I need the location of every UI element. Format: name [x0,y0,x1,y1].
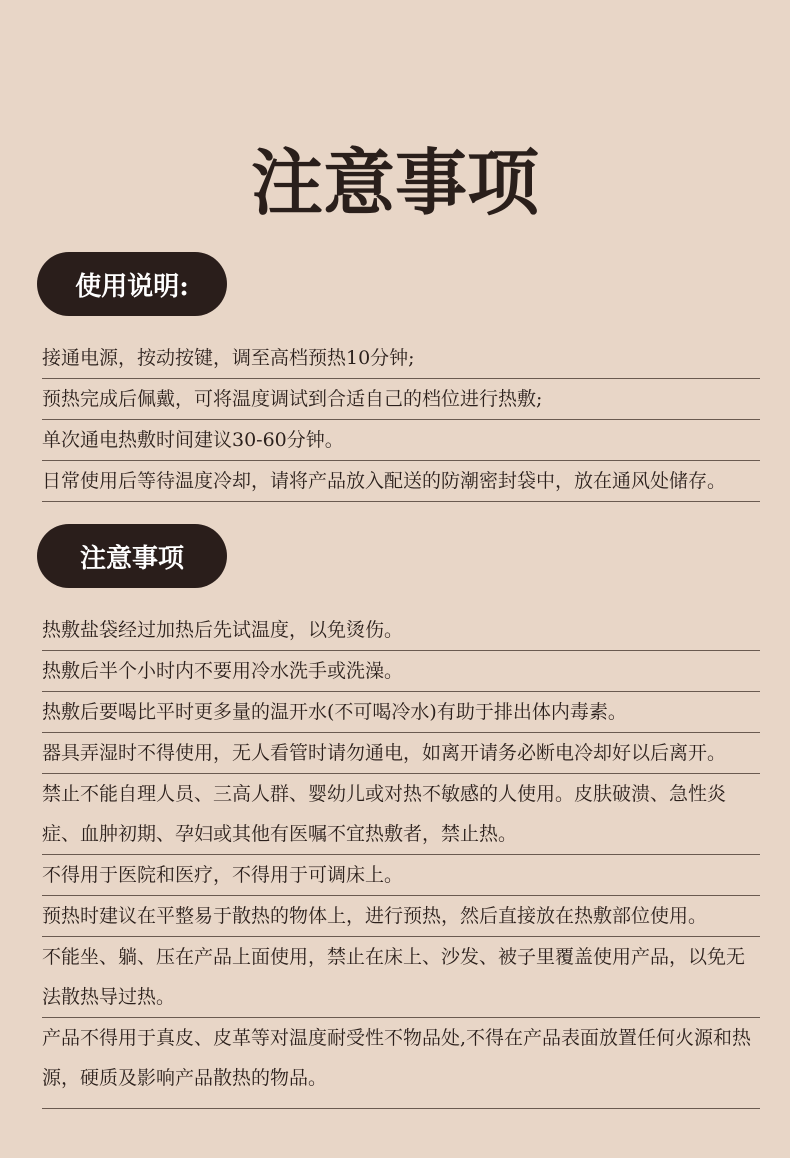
caution-item: 不能坐、躺、压在产品上面使用，禁止在床上、沙发、被子里覆盖使用产品，以免无法散热导过热。 [42,937,760,1018]
page-title: 注意事项 [250,140,539,226]
caution-item: 预热时建议在平整易于散热的物体上，进行预热，然后直接放在热敷部位使用。 [42,896,760,937]
caution-list [42,610,760,1109]
usage-section-heading: 使用说明: [37,252,227,316]
usage-item: 日常使用后等待温度冷却，请将产品放入配送的防潮密封袋中，放在通风处储存。 [42,461,760,502]
caution-item: 产品不得用于真皮、皮革等对温度耐受性不物品处,不得在产品表面放置任何火源和热源，硬质及影响产品散热的物品。 [42,1018,760,1109]
caution-item: 热敷后要喝比平时更多量的温开水(不可喝冷水)有助于排出体内毒素。 [42,692,760,733]
caution-item: 热敷盐袋经过加热后先试温度，以免烫伤。 [42,610,760,651]
caution-item: 禁止不能自理人员、三高人群、婴幼儿或对热不敏感的人使用。皮肤破溃、急性炎症、血肿初期、孕妇或其他有医嘱不宜热敷者，禁止热。 [42,774,760,855]
usage-item: 单次通电热敷时间建议30-60分钟。 [42,420,760,461]
caution-item: 器具弄湿时不得使用，无人看管时请勿通电，如离开请务必断电冷却好以后离开。 [42,733,760,774]
caution-section-heading: 注意事项 [37,524,227,588]
usage-item: 预热完成后佩戴，可将温度调试到合适自己的档位进行热敷; [42,379,760,420]
usage-item: 接通电源，按动按键，调至高档预热10分钟; [42,338,760,379]
caution-item: 热敷后半个小时内不要用冷水洗手或洗澡。 [42,651,760,692]
usage-list [42,338,760,502]
caution-item: 不得用于医院和医疗，不得用于可调床上。 [42,855,760,896]
